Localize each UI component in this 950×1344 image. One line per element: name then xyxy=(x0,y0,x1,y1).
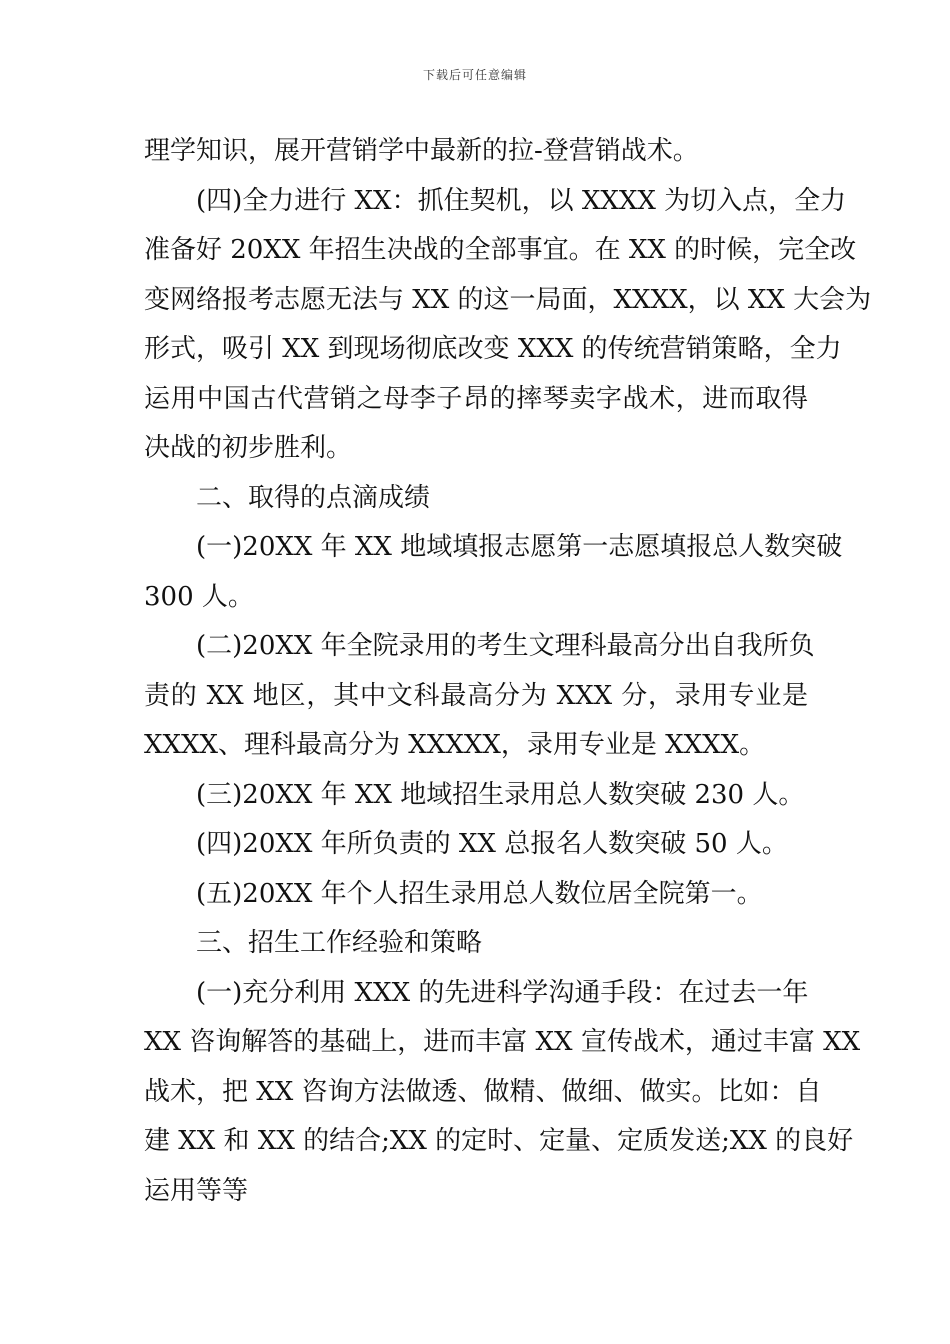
text-line: 责的 XX 地区，其中文科最高分为 XXX 分，录用专业是 xyxy=(144,680,808,711)
text-line: 形式，吸引 XX 到现场彻底改变 XXX 的传统营销策略，全力 xyxy=(144,334,842,364)
text-line: 变网络报考志愿无法与 XX 的这一局面，XXXX，以 XX 大会为 xyxy=(144,284,872,315)
text-line: (五)20XX 年个人招生录用总人数位居全院第一。 xyxy=(196,878,763,909)
text-line: 准备好 20XX 年招生决战的全部事宜。在 XX 的时候，完全改 xyxy=(144,235,857,265)
page-header-note: 下载后可任意编辑 xyxy=(422,68,527,82)
text-line: (一)充分利用 XXX 的先进科学沟通手段：在过去一年 xyxy=(196,977,809,1008)
text-line: (一)20XX 年 XX 地域填报志愿第一志愿填报总人数突破 xyxy=(196,532,843,562)
text-line: 运用等等 xyxy=(144,1175,249,1206)
section-heading: 三、招生工作经验和策略 xyxy=(196,928,483,958)
text-line: 运用中国古代营销之母李子昂的摔琴卖字战术，进而取得 xyxy=(144,383,808,414)
text-line: (三)20XX 年 XX 地域招生录用总人数突破 230 人。 xyxy=(196,779,805,810)
text-line: (二)20XX 年全院录用的考生文理科最高分出自我所负 xyxy=(196,631,815,661)
text-line: 理学知识，展开营销学中最新的拉-登营销战术。 xyxy=(144,136,699,166)
document-body xyxy=(144,127,872,1216)
text-line: XXXX、理科最高分为 XXXXX，录用专业是 XXXX。 xyxy=(144,730,766,760)
text-line: XX 咨询解答的基础上，进而丰富 XX 宣传战术，通过丰富 XX xyxy=(144,1027,861,1057)
section-heading: 二、取得的点滴成绩 xyxy=(196,482,431,513)
text-line: (四)全力进行 XX：抓住契机，以 XXXX 为切入点，全力 xyxy=(196,185,847,216)
text-line: 建 XX 和 XX 的结合;XX 的定时、定量、定质发送;XX 的良好 xyxy=(144,1126,854,1156)
text-line: 决战的初步胜利。 xyxy=(144,433,353,463)
text-line: (四)20XX 年所负责的 XX 总报名人数突破 50 人。 xyxy=(196,829,788,859)
text-line: 300 人。 xyxy=(144,581,254,612)
text-line: 战术，把 XX 咨询方法做透、做精、做细、做实。比如：自 xyxy=(144,1076,822,1107)
